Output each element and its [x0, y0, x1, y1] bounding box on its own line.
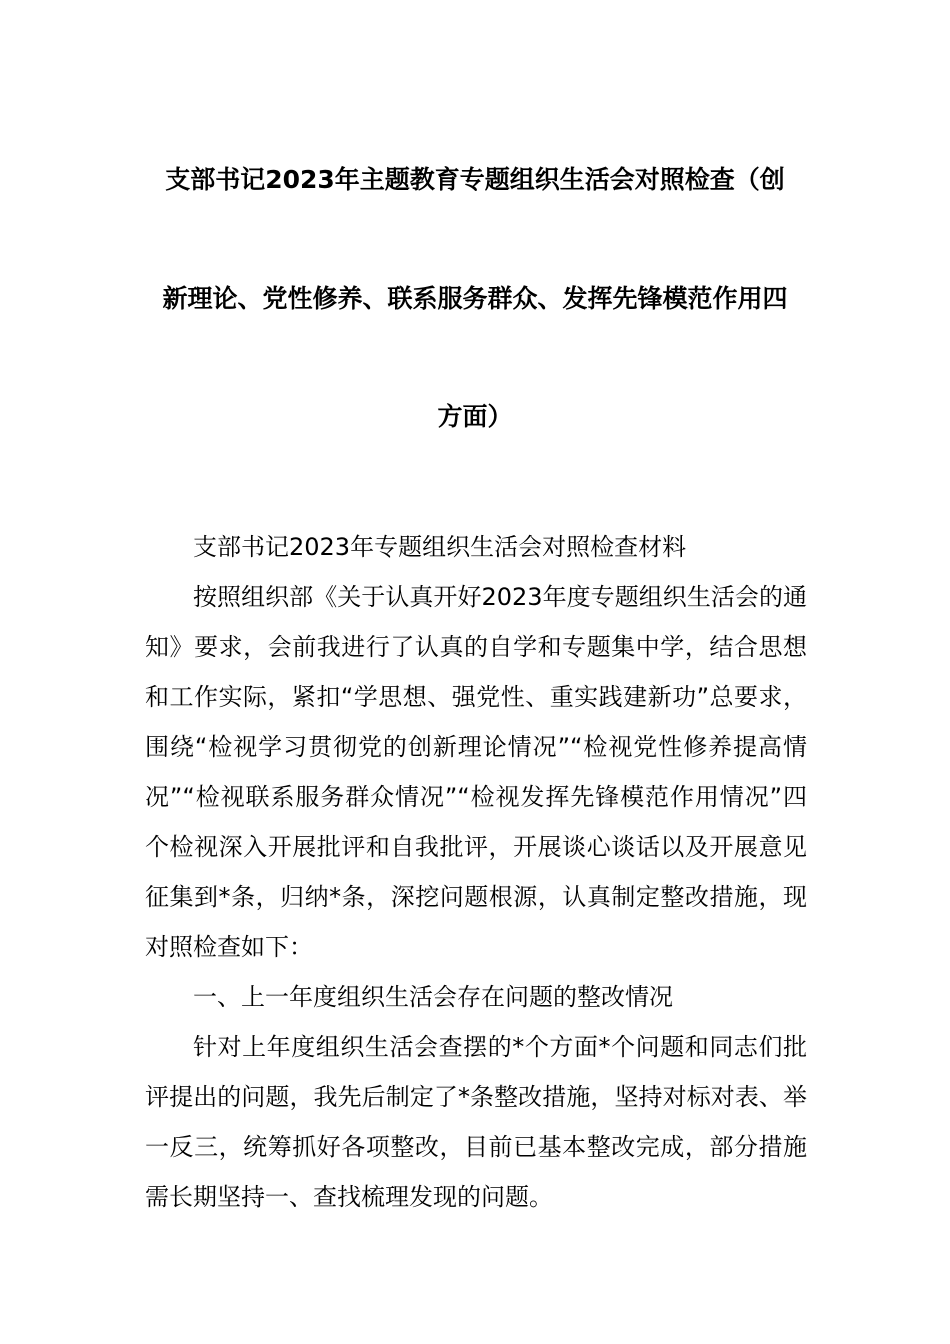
section-heading: 一、上一年度组织生活会存在问题的整改情况 — [193, 983, 673, 1011]
document-body — [145, 522, 807, 1222]
section-paragraph: 针对上年度组织生活会查摆的*个方面*个问题和同志们批评提出的问题，我先后制定了*条整改措施，坚持对标对表、举一反三，统筹抓好各项整改，目前已基本整改完成，部分措施需长期坚持一、查找梳理发现的问题。 — [145, 1033, 807, 1211]
document-title-line-1: 支部书记2023年主题教育专题组织生活会对照检查（创 — [165, 165, 785, 194]
subtitle-paragraph: 支部书记2023年专题组织生活会对照检查材料 — [193, 533, 687, 561]
document-title-line-3: 方面） — [437, 402, 513, 431]
intro-paragraph: 按照组织部《关于认真开好2023年度专题组织生活会的通知》要求，会前我进行了认真的自学和专题集中学，结合思想和工作实际，紧扣“学思想、强党性、重实践建新功”总要求，围绕“检视学习贯彻党的创新理论情况”“检视党性修养提高情况”“检视联系服务群众情况”“检视发挥先锋模范作用情况”四个检视深入开展批评和自我批评，开展谈心谈话以及开展意见征集到*条，归纳*条，深挖问题根源，认真制定整改措施，现对照检查如下： — [145, 583, 807, 961]
document-title-line-2: 新理论、党性修养、联系服务群众、发挥先锋模范作用四 — [162, 284, 788, 313]
